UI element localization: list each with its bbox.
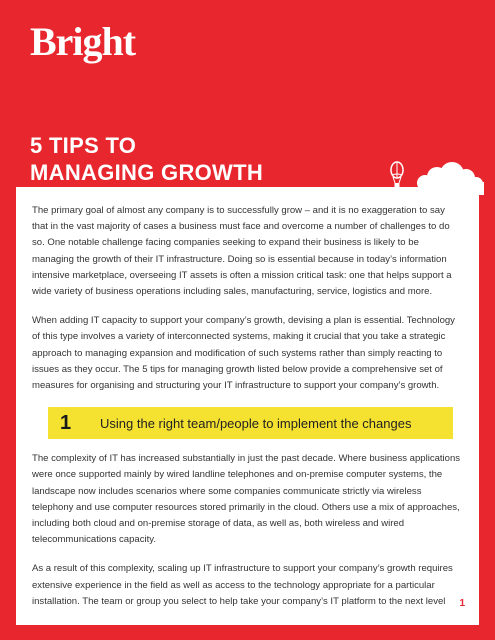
title-line-1: 5 TIPS TO <box>30 133 137 158</box>
tip-paragraph-1: The complexity of IT has increased substantially in just the past decade. Where business applications were once supported mainly by wired landline telephones and on-premise computer systems, the landscape now includes scenarios where some companies communicate strictly via wireless telephony and use computer resources stored primarily in the cloud. Others use a mix of approaches, including both cloud and on-premise storage of data, as well as, both wireless and wired telecommunications capacity. <box>32 453 461 546</box>
title-line-2: MANAGING GROWTH <box>30 160 264 185</box>
tip-heading-banner <box>48 407 453 439</box>
tip-number: 1 <box>60 411 72 434</box>
intro-paragraph-1: The primary goal of almost any company is to successfully grow – and it is no exaggeration to say that in the vast majority of cases a business must face and overcome a number of challenges to do so. One notable challenge facing companies seeking to expand their business is likely to be managing the growth of their IT infrastructure. Doing so is essential because in today’s information intensive marketplace, overseeing IT assets is often a mission critical task: one that helps support a wide variety of business operations including sales, manufacturing, service, logistics and more. <box>32 205 452 298</box>
tip-heading: Using the right team/people to implement the changes <box>100 415 412 431</box>
page-number: 1 <box>459 598 465 609</box>
hot-air-balloon-icon <box>391 162 403 187</box>
brand-logo: Bright <box>30 19 136 64</box>
intro-paragraph-2: When adding IT capacity to support your company’s growth, devising a plan is essential. Technology of this type involves a variety of interconnected systems, making it crucial that you take a strategic approach to managing expansion and modification of such systems rather than simply reacting to issues as they occur. The 5 tips for managing growth listed below provide a comprehensive set of measures for organising and structuring your IT infrastructure to support your company’s growth. <box>32 315 455 392</box>
tip-paragraph-2: As a result of this complexity, scaling up IT infrastructure to support your company’s growth requires extensive experience in the field as well as access to the technology appropriate for a particular installation. The team or group you select to help take your company’s IT platform to the next level <box>32 563 453 607</box>
decorative-illustration <box>0 0 495 195</box>
content-panel <box>16 187 479 625</box>
